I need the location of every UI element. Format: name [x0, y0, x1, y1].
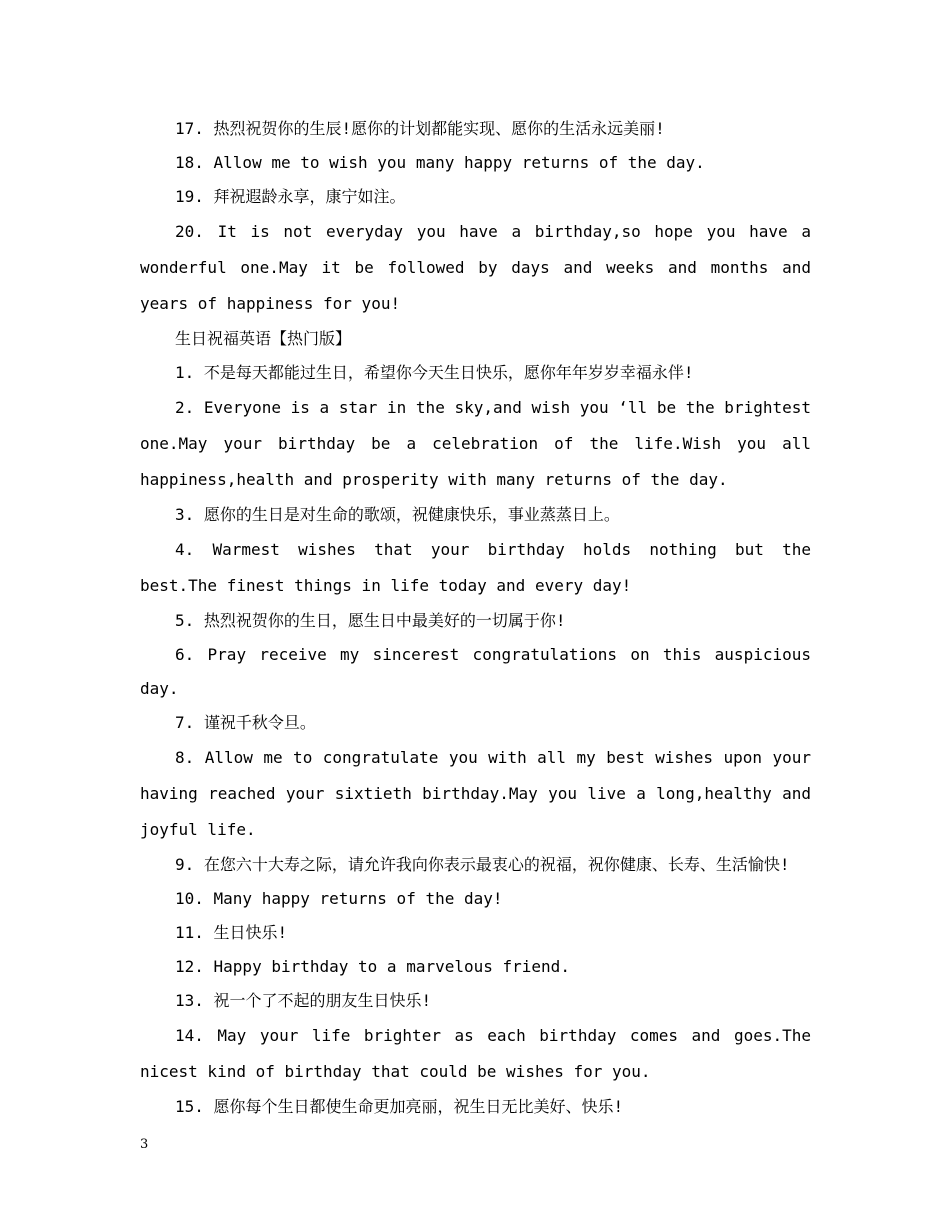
- list-item: 4. Warmest wishes that your birthday holds nothing but the best.The finest things in life today and every day!: [140, 540, 811, 595]
- list-item: 5. 热烈祝贺你的生日，愿生日中最美好的一切属于你!: [175, 611, 566, 630]
- list-item: 12. Happy birthday to a marvelous friend.: [175, 957, 570, 976]
- paragraph-18: 18. Allow me to wish you many happy returns of the day.: [175, 153, 705, 172]
- list-item: 11. 生日快乐!: [175, 923, 288, 942]
- list-item: 10. Many happy returns of the day!: [175, 889, 503, 908]
- list-item: 7. 谨祝千秋令旦。: [175, 713, 316, 732]
- list-item: 8. Allow me to congratulate you with all my best wishes upon your having reached your sixtieth birthday.May you live a long,healthy and joyful life.: [140, 748, 811, 839]
- document-body: [140, 112, 811, 1124]
- list-item: 1. 不是每天都能过生日，希望你今天生日快乐，愿你年年岁岁幸福永伴!: [175, 363, 694, 382]
- list-item: 6. Pray receive my sincerest congratulations on this auspicious day.: [140, 645, 811, 698]
- list-item: 3. 愿你的生日是对生命的歌颂，祝健康快乐，事业蒸蒸日上。: [175, 505, 620, 524]
- list-item: 13. 祝一个了不起的朋友生日快乐!: [175, 991, 432, 1010]
- list-item: 14. May your life brighter as each birthday comes and goes.The nicest kind of birthday that could be wishes for you.: [140, 1026, 811, 1081]
- paragraph-20: 20. It is not everyday you have a birthday,so hope you have a wonderful one.May it be followed by days and weeks and months and years of happiness for you!: [140, 222, 811, 313]
- section-title: 生日祝福英语【热门版】: [175, 329, 352, 348]
- list-item: 2. Everyone is a star in the sky,and wish you ‘ll be the brightest one.May your birthday be a celebration of the life.Wish you all happiness,health and prosperity with many returns of the day.: [140, 398, 811, 489]
- paragraph-19: 19. 拜祝遐龄永享，康宁如注。: [175, 187, 406, 206]
- page-number: 3: [140, 1137, 149, 1152]
- list-item: 9. 在您六十大寿之际，请允许我向你表示最衷心的祝福，祝你健康、长寿、生活愉快!: [175, 855, 790, 874]
- list-item: 15. 愿你每个生日都使生命更加亮丽，祝生日无比美好、快乐!: [175, 1097, 624, 1116]
- paragraph-17: 17. 热烈祝贺你的生辰!愿你的计划都能实现、愿你的生活永远美丽!: [175, 119, 665, 138]
